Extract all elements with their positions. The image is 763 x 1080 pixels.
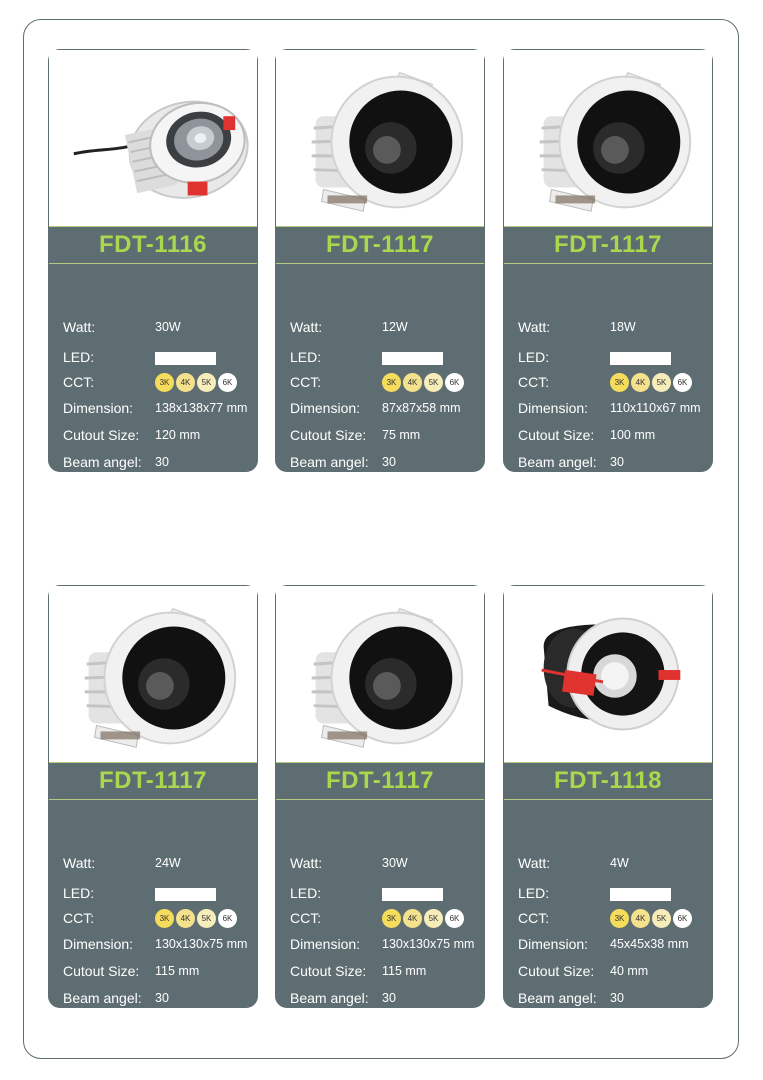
spec-label: Watt: <box>518 855 551 871</box>
led-swatch <box>382 352 443 365</box>
spec-label: CCT: <box>63 374 95 390</box>
spec-label: Beam angel: <box>518 990 597 1006</box>
spec-label: Beam angel: <box>290 454 369 470</box>
cct-chip: 4K <box>176 373 195 392</box>
spec-value: 45x45x38 mm <box>610 937 689 951</box>
spec-row-dimension <box>276 397 484 421</box>
led-swatch <box>382 888 443 901</box>
cct-chip: 4K <box>403 909 422 928</box>
spec-value: 30 <box>155 455 169 469</box>
spec-label: Watt: <box>518 319 551 335</box>
product-photo <box>49 586 257 762</box>
product-photo <box>504 50 712 226</box>
product-card <box>503 49 713 497</box>
product-card <box>275 49 485 497</box>
cct-chip: 3K <box>382 909 401 928</box>
spec-value: BK, WH <box>382 482 427 496</box>
product-model: FDT-1117 <box>49 762 257 800</box>
spec-value: 100 mm <box>610 428 656 442</box>
product-model: FDT-1117 <box>276 762 484 800</box>
spec-label: Beam angel: <box>290 990 369 1006</box>
spec-value: 30 <box>610 455 624 469</box>
spec-label: LED: <box>518 885 550 901</box>
led-swatch <box>610 888 671 901</box>
spec-value: 75 mm <box>382 428 421 442</box>
spec-value: BK, WH <box>382 1018 427 1032</box>
spec-row-beam <box>276 987 484 1011</box>
cct-chip: 4K <box>176 909 195 928</box>
spec-row-cutout <box>49 960 257 984</box>
spec-row-cutout <box>504 960 712 984</box>
spec-label: Dimension: <box>290 936 361 952</box>
product-photo <box>49 50 257 226</box>
spec-label: Body color: <box>518 1017 589 1033</box>
product-model: FDT-1116 <box>49 226 257 264</box>
spec-row-watt <box>276 852 484 876</box>
spec-row-cct <box>504 371 712 395</box>
product-card <box>48 585 258 1033</box>
spec-label: Dimension: <box>290 400 361 416</box>
spec-row-cct <box>504 907 712 931</box>
product-card <box>275 585 485 1033</box>
spec-row-cutout <box>504 424 712 448</box>
spec-row-body <box>276 1014 484 1038</box>
spec-value: 30 <box>155 991 169 1005</box>
product-card <box>503 585 713 1033</box>
spec-row-cct <box>49 907 257 931</box>
spec-row-watt <box>504 316 712 340</box>
spec-row-cutout <box>276 424 484 448</box>
cct-chip: 4K <box>403 373 422 392</box>
spec-value: 120 mm <box>155 428 201 442</box>
spec-row-watt <box>49 852 257 876</box>
spec-label: Watt: <box>290 319 323 335</box>
spec-label: Cutout Size: <box>518 963 595 979</box>
cct-chips <box>610 373 692 392</box>
spec-row-cct <box>276 907 484 931</box>
spec-label: Beam angel: <box>63 990 142 1006</box>
spec-row-body <box>504 1014 712 1038</box>
spec-value: 30W <box>382 856 408 870</box>
cct-chip: 5K <box>652 909 671 928</box>
spec-row-led <box>504 346 712 370</box>
spec-row-body <box>49 1014 257 1038</box>
cct-chips <box>155 909 237 928</box>
spec-row-beam <box>504 451 712 475</box>
mini-downlight-icon <box>504 586 712 762</box>
spec-label: LED: <box>290 885 322 901</box>
spec-row-dimension <box>276 933 484 957</box>
product-model: FDT-1118 <box>504 762 712 800</box>
spec-label: LED: <box>63 885 95 901</box>
cct-chip: 5K <box>197 909 216 928</box>
gimbal-downlight-icon <box>49 50 257 226</box>
spec-row-cct <box>49 371 257 395</box>
spec-row-dimension <box>504 933 712 957</box>
spec-value: 115 mm <box>155 964 200 978</box>
cct-chip: 3K <box>382 373 401 392</box>
spec-row-led <box>49 346 257 370</box>
spec-row-cutout <box>49 424 257 448</box>
spec-label: Beam angel: <box>63 454 142 470</box>
spec-row-dimension <box>504 397 712 421</box>
spec-row-dimension <box>49 933 257 957</box>
product-model: FDT-1117 <box>276 226 484 264</box>
spec-label: Body color: <box>63 481 134 497</box>
cct-chip: 3K <box>155 909 174 928</box>
spec-row-watt <box>504 852 712 876</box>
spec-row-watt <box>276 316 484 340</box>
cct-chip: 6K <box>673 373 692 392</box>
spec-label: Watt: <box>290 855 323 871</box>
cct-chip: 3K <box>155 373 174 392</box>
spec-row-body <box>504 478 712 502</box>
spec-label: Body color: <box>518 481 589 497</box>
spec-row-beam <box>49 987 257 1011</box>
spec-value: 130x130x75 mm <box>155 937 248 951</box>
cct-chip: 3K <box>610 909 629 928</box>
cct-chip: 6K <box>218 373 237 392</box>
spec-value: 87x87x58 mm <box>382 401 461 415</box>
spec-value: 138x138x77 mm <box>155 401 248 415</box>
spec-row-led <box>49 882 257 906</box>
spec-value: BK, WH <box>155 1018 200 1032</box>
spec-value: BK, WH <box>610 482 655 496</box>
cct-chips <box>610 909 692 928</box>
spec-value: 24W <box>155 856 181 870</box>
spec-label: CCT: <box>290 374 322 390</box>
cct-chips <box>382 373 464 392</box>
spec-label: Cutout Size: <box>63 963 140 979</box>
spec-label: CCT: <box>518 374 550 390</box>
product-photo <box>276 50 484 226</box>
spec-row-led <box>276 882 484 906</box>
spec-label: Watt: <box>63 319 96 335</box>
cct-chip: 3K <box>610 373 629 392</box>
cct-chip: 6K <box>673 909 692 928</box>
product-model: FDT-1117 <box>504 226 712 264</box>
spec-label: LED: <box>518 349 550 365</box>
spec-value: 4W <box>610 856 629 870</box>
spec-value: 110x110x67 mm <box>610 401 701 415</box>
spec-row-body <box>49 478 257 502</box>
cct-chip: 5K <box>197 373 216 392</box>
spec-label: Beam angel: <box>518 454 597 470</box>
spec-value: 30 <box>382 991 396 1005</box>
cct-chips <box>382 909 464 928</box>
cct-chips <box>155 373 237 392</box>
spec-row-watt <box>49 316 257 340</box>
product-photo <box>276 586 484 762</box>
recessed-downlight-icon <box>276 586 484 762</box>
cct-chip: 5K <box>424 909 443 928</box>
led-swatch <box>155 888 216 901</box>
spec-value: BK, WH <box>155 482 200 496</box>
spec-label: Watt: <box>63 855 96 871</box>
product-card <box>48 49 258 497</box>
spec-row-body <box>276 478 484 502</box>
spec-label: Dimension: <box>518 936 589 952</box>
spec-value: 115 mm <box>382 964 427 978</box>
cct-chip: 4K <box>631 373 650 392</box>
spec-row-cutout <box>276 960 484 984</box>
spec-label: Body color: <box>290 1017 361 1033</box>
spec-value: 30 <box>610 991 624 1005</box>
cct-chip: 5K <box>652 373 671 392</box>
spec-value: 12W <box>382 320 408 334</box>
spec-row-led <box>504 882 712 906</box>
spec-label: Dimension: <box>63 936 134 952</box>
spec-label: CCT: <box>290 910 322 926</box>
spec-value: 130x130x75 mm <box>382 937 475 951</box>
spec-label: Body color: <box>290 481 361 497</box>
spec-label: LED: <box>290 349 322 365</box>
cct-chip: 4K <box>631 909 650 928</box>
product-photo <box>504 586 712 762</box>
recessed-downlight-icon <box>276 50 484 226</box>
spec-label: Body color: <box>63 1017 134 1033</box>
spec-row-beam <box>504 987 712 1011</box>
spec-row-cct <box>276 371 484 395</box>
spec-row-led <box>276 346 484 370</box>
spec-label: Cutout Size: <box>290 427 367 443</box>
spec-label: Dimension: <box>63 400 134 416</box>
cct-chip: 6K <box>445 909 464 928</box>
spec-label: Cutout Size: <box>63 427 140 443</box>
spec-value: BK, WH <box>610 1018 655 1032</box>
recessed-downlight-icon <box>49 586 257 762</box>
cct-chip: 6K <box>445 373 464 392</box>
spec-label: CCT: <box>63 910 95 926</box>
spec-value: 18W <box>610 320 636 334</box>
spec-label: Cutout Size: <box>290 963 367 979</box>
spec-label: LED: <box>63 349 95 365</box>
cct-chip: 6K <box>218 909 237 928</box>
led-swatch <box>610 352 671 365</box>
cct-chip: 5K <box>424 373 443 392</box>
recessed-downlight-icon <box>504 50 712 226</box>
spec-value: 40 mm <box>610 964 649 978</box>
spec-label: CCT: <box>518 910 550 926</box>
spec-value: 30 <box>382 455 396 469</box>
spec-label: Dimension: <box>518 400 589 416</box>
spec-row-beam <box>49 451 257 475</box>
spec-label: Cutout Size: <box>518 427 595 443</box>
spec-row-beam <box>276 451 484 475</box>
spec-row-dimension <box>49 397 257 421</box>
led-swatch <box>155 352 216 365</box>
spec-value: 30W <box>155 320 181 334</box>
